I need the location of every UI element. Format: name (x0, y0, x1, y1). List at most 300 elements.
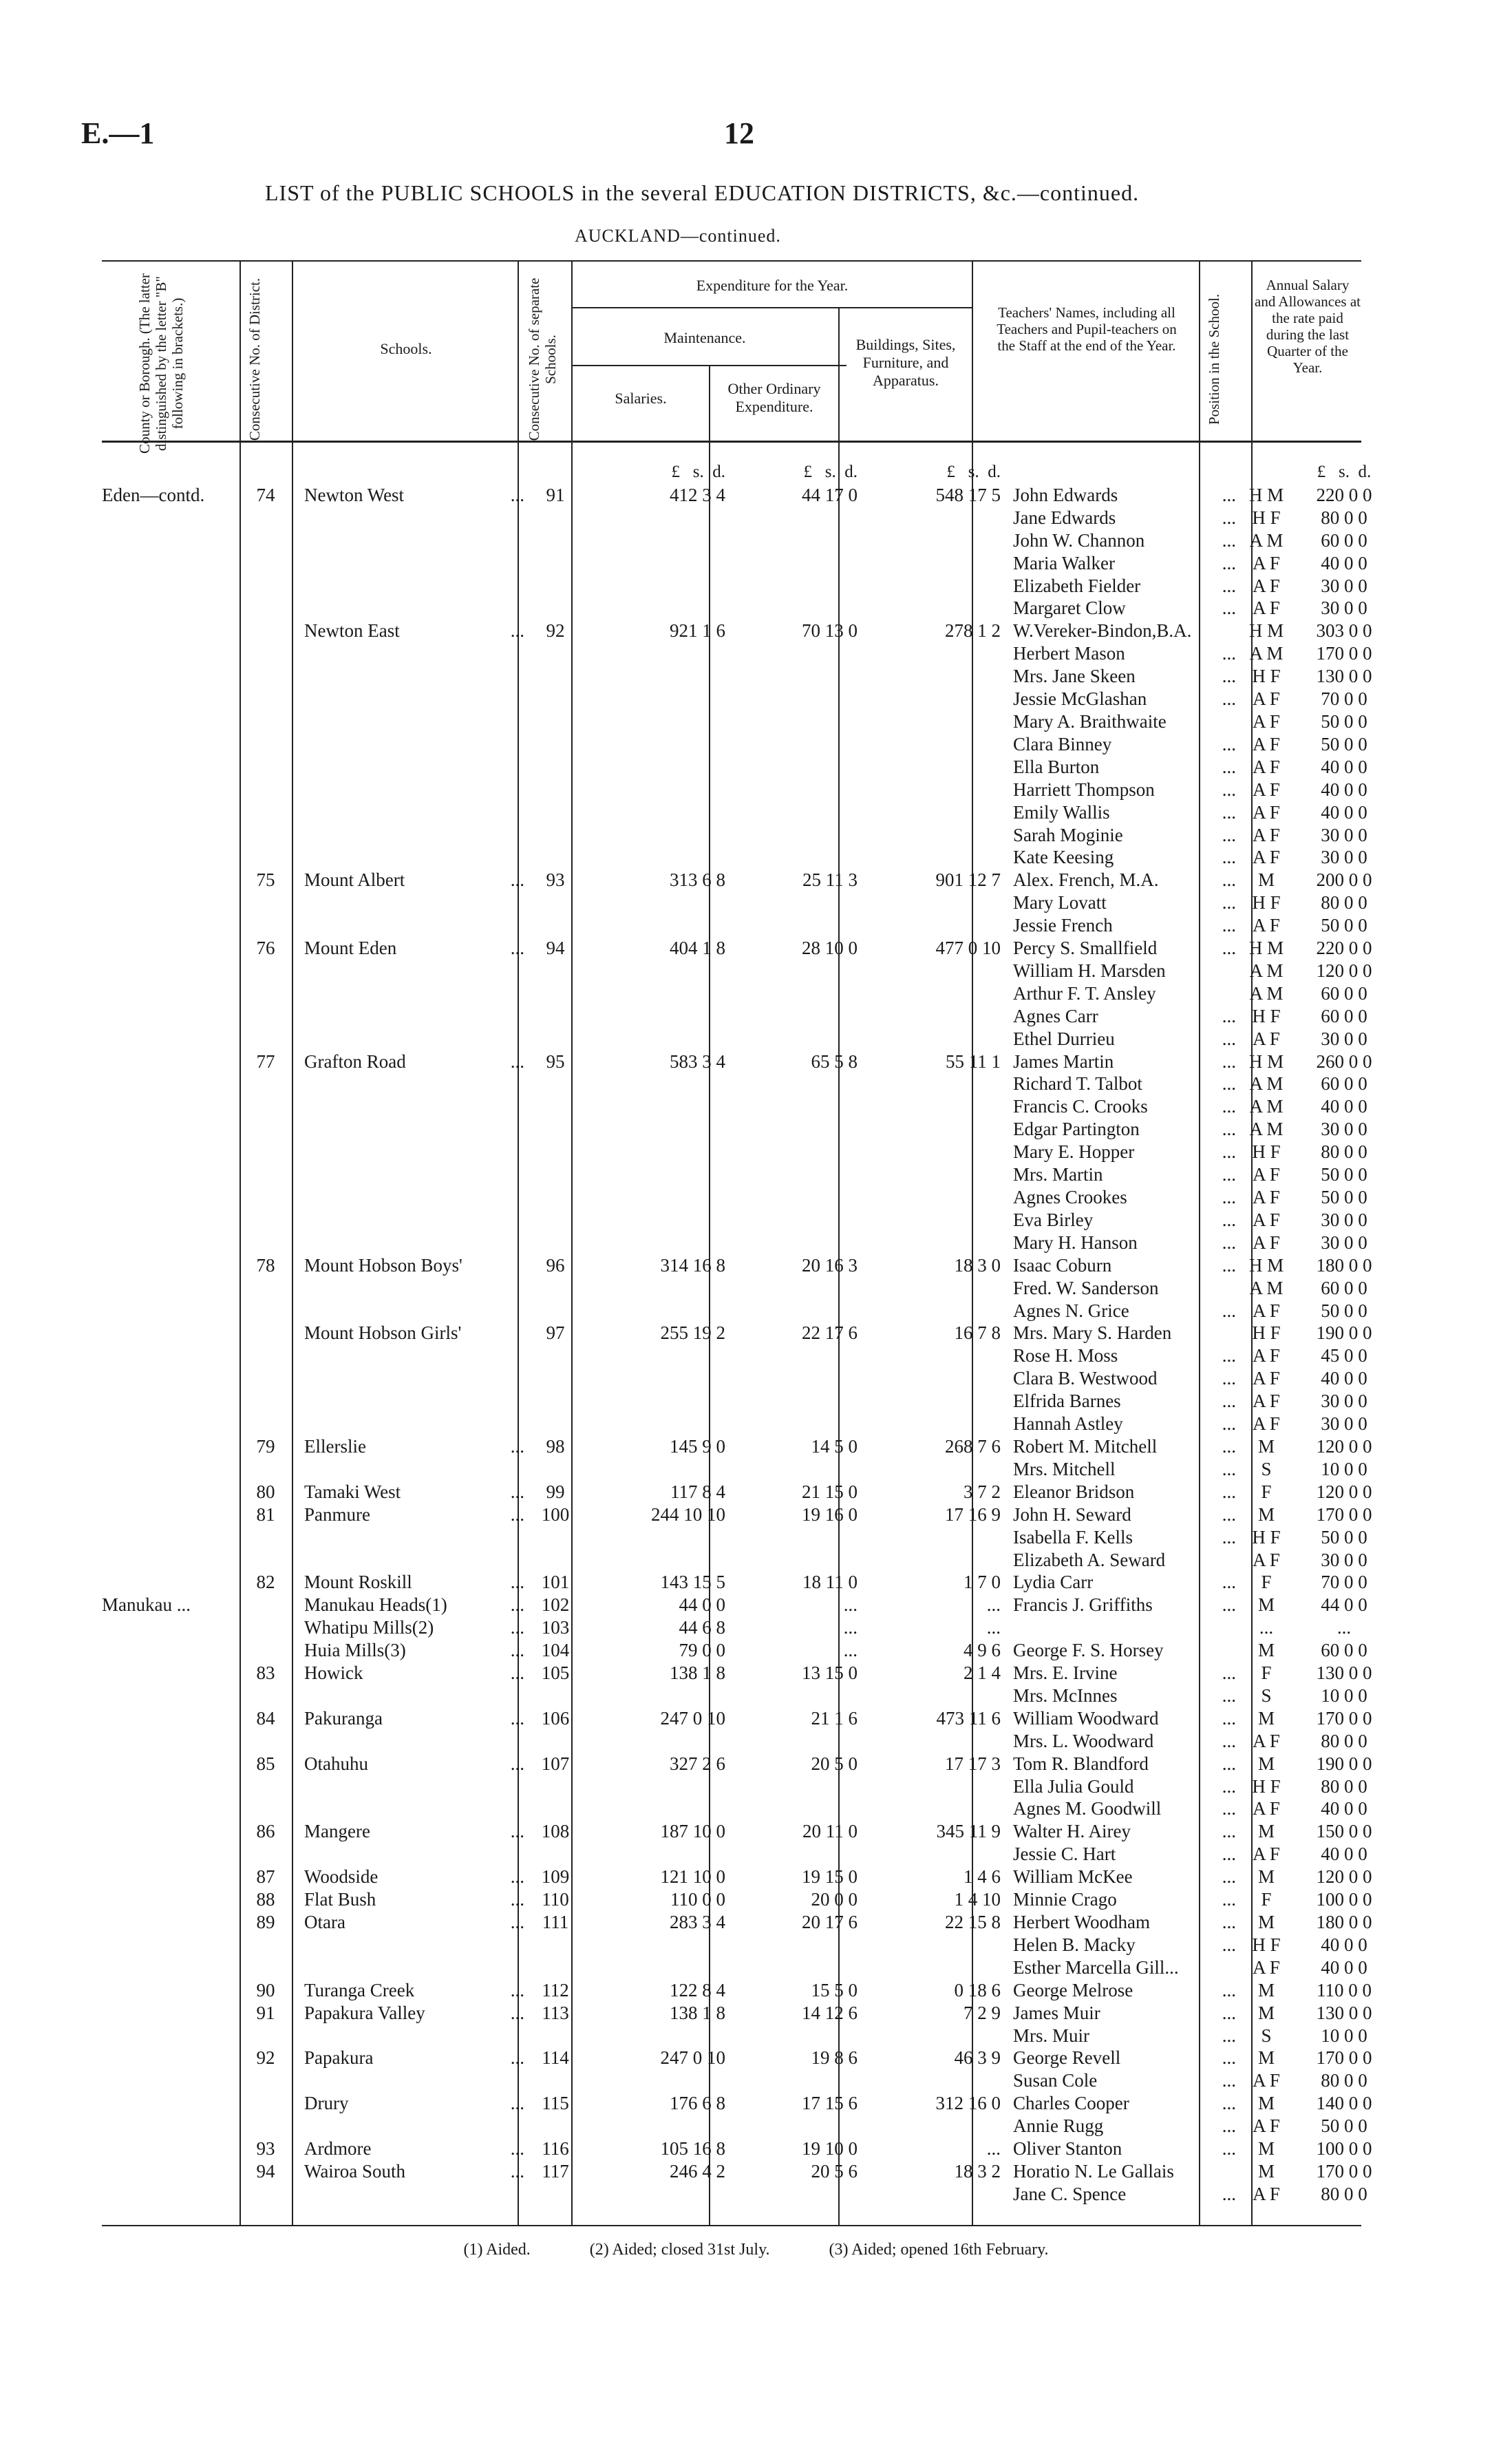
buildings-amount-cell (866, 1209, 1009, 1232)
teacher-position: S (1261, 1458, 1272, 1479)
annual-allowance-cell (1292, 1934, 1396, 1956)
teacher-name-cell (1009, 1979, 1240, 2002)
teacher-position: M (1257, 1821, 1275, 1842)
other-expenditure-amount-cell (734, 507, 866, 529)
teacher-name-cell (1009, 620, 1240, 642)
teacher-position: A M (1249, 1073, 1284, 1095)
buildings-amount-cell (866, 665, 1009, 688)
salaries-amount: 79 0 0 (679, 1640, 725, 1661)
consecutive-number: 113 (542, 2002, 569, 2023)
consecutive-number-cell (531, 2025, 579, 2047)
table-row (102, 756, 1396, 779)
teacher-name: W.Vereker-Bindon,B.A. (1013, 620, 1192, 642)
other-expenditure-amount-cell (734, 1662, 866, 1685)
school-name-cell (292, 1775, 531, 1798)
salaries-amount-cell (579, 1685, 734, 1707)
buildings-amount-cell (866, 982, 1009, 1005)
other-expenditure-amount: 70 13 0 (802, 620, 858, 642)
salaries-amount-cell (579, 1730, 734, 1753)
county-name-cell (102, 1730, 239, 1753)
teacher-position-cell (1240, 1367, 1292, 1390)
teacher-name: George F. S. Horsey (1013, 1640, 1164, 1661)
col-header-salaries: Salaries. (615, 390, 667, 407)
teacher-position: A F (1253, 688, 1280, 710)
teacher-position: A F (1253, 756, 1280, 777)
teacher-position-cell (1240, 642, 1292, 665)
annual-allowance-cell (1292, 1005, 1396, 1028)
salaries-amount-cell (579, 642, 734, 665)
other-expenditure-amount-cell (734, 1186, 866, 1209)
teacher-position: A M (1249, 1277, 1284, 1298)
buildings-amount-cell (866, 891, 1009, 914)
buildings-amount-cell (866, 846, 1009, 869)
table-bottom-rule (102, 2225, 1361, 2226)
buildings-amount-cell (866, 688, 1009, 710)
school-name-cell (292, 1753, 531, 1775)
district-number-cell (239, 1344, 292, 1367)
school-name-cell (292, 1413, 531, 1435)
other-expenditure-amount-cell (734, 801, 866, 824)
annual-allowance: 50 0 0 (1321, 1526, 1367, 1548)
consecutive-number-cell (531, 1367, 579, 1390)
annual-allowance: 40 0 0 (1321, 552, 1367, 573)
teacher-name: Herbert Woodham (1013, 1912, 1151, 1932)
county-name-cell (102, 642, 239, 665)
school-name: Mount Albert (304, 869, 405, 891)
leader-dots: ... (510, 869, 524, 891)
school-name-cell (292, 1095, 531, 1118)
table-row (102, 1163, 1396, 1186)
county-name-cell (102, 1843, 239, 1866)
leader-dots: ... (1222, 1391, 1236, 1412)
teacher-position: H F (1252, 666, 1281, 687)
other-expenditure-amount: 17 15 6 (802, 2093, 858, 2114)
leader-dots: ... (1222, 801, 1236, 823)
other-expenditure-amount-cell (734, 2025, 866, 2047)
teacher-name-cell (1009, 1367, 1240, 1390)
table-row (102, 2069, 1396, 2092)
teacher-name: Percy S. Smallfield (1013, 938, 1158, 959)
consecutive-number: 112 (542, 1979, 569, 2000)
district-number-cell (239, 1866, 292, 1888)
buildings-amount: 46 3 9 (954, 2047, 1001, 2069)
teacher-position: A F (1253, 1730, 1280, 1751)
county-name-cell (102, 529, 239, 552)
teacher-position-cell (1240, 1571, 1292, 1594)
county-name-cell (102, 1413, 239, 1435)
leader-dots: ... (510, 2047, 524, 2069)
other-expenditure-amount-cell (734, 1956, 866, 1979)
annual-allowance: 80 0 0 (1321, 1775, 1367, 1797)
salaries-amount-cell (579, 1209, 734, 1232)
consecutive-number: 114 (542, 2047, 569, 2069)
school-name-cell (292, 1549, 531, 1572)
leader-dots: ... (1222, 1300, 1236, 1321)
consecutive-number-cell (531, 1616, 579, 1639)
school-name-cell (292, 507, 531, 529)
leader-dots: ... (1222, 1073, 1236, 1095)
annual-allowance: 50 0 0 (1321, 915, 1367, 936)
teacher-position: F (1261, 1572, 1272, 1593)
teacher-position-cell (1240, 688, 1292, 710)
leader-dots: ... (1222, 529, 1236, 551)
unit-s: s. (1339, 463, 1350, 481)
other-expenditure-amount-cell (734, 1344, 866, 1367)
other-expenditure-amount-cell (734, 1979, 866, 2002)
table-row (102, 552, 1396, 575)
other-expenditure-amount-cell (734, 1141, 866, 1163)
other-expenditure-amount-cell (734, 552, 866, 575)
teacher-name: Agnes Carr (1013, 1005, 1098, 1026)
teacher-name-cell (1009, 552, 1240, 575)
teacher-name: Helen B. Macky (1013, 1934, 1136, 1955)
buildings-amount-cell (866, 2002, 1009, 2025)
school-name: Ardmore (304, 2138, 372, 2160)
salaries-amount-cell (579, 869, 734, 891)
district-number-cell (239, 1979, 292, 2002)
leader-dots: ... (1222, 1368, 1236, 1389)
other-expenditure-amount-cell (734, 688, 866, 710)
annual-allowance: 50 0 0 (1321, 733, 1367, 754)
school-name-cell (292, 1141, 531, 1163)
annual-allowance: 110 0 0 (1317, 1979, 1372, 2000)
annual-allowance: 50 0 0 (1321, 710, 1367, 732)
consecutive-number-cell (531, 937, 579, 960)
teacher-position-cell (1240, 1662, 1292, 1685)
school-name-cell (292, 552, 531, 575)
table-row (102, 1005, 1396, 1028)
teacher-position-cell (1240, 1141, 1292, 1163)
leader-dots: ... (1222, 2138, 1236, 2160)
district-number-cell (239, 1435, 292, 1458)
buildings-amount-cell (866, 1300, 1009, 1322)
table-row (102, 1050, 1396, 1073)
teacher-position-cell (1240, 552, 1292, 575)
unit-d: d. (712, 463, 725, 481)
buildings-amount-cell (866, 914, 1009, 937)
consecutive-number-cell (531, 484, 579, 507)
district-number-cell (239, 1413, 292, 1435)
salaries-amount-cell (579, 1367, 734, 1390)
school-name-cell (292, 1390, 531, 1413)
annual-allowance: 30 0 0 (1321, 824, 1367, 845)
leader-dots: ... (510, 938, 524, 959)
other-expenditure-amount: 28 10 0 (802, 938, 858, 959)
school-name-cell (292, 710, 531, 733)
unit-pound: £ (671, 463, 681, 481)
school-name-cell (292, 688, 531, 710)
unit-s: s. (968, 463, 979, 481)
county-name-cell (102, 552, 239, 575)
teacher-name: Ella Burton (1013, 756, 1100, 777)
other-expenditure-amount: ... (843, 1617, 858, 1638)
annual-allowance: 50 0 0 (1321, 1187, 1367, 1207)
teacher-position-cell (1240, 756, 1292, 779)
school-name: Drury (304, 2093, 349, 2114)
buildings-amount-cell (866, 937, 1009, 960)
district-number: 90 (256, 1979, 275, 2000)
county-name-cell (102, 1118, 239, 1141)
leader-dots: ... (510, 1866, 524, 1888)
school-name-cell (292, 2069, 531, 2092)
teacher-name-cell (1009, 937, 1240, 960)
other-expenditure-amount: ... (843, 1640, 858, 1661)
county-name-cell (102, 1073, 239, 1095)
annual-allowance-cell (1292, 1344, 1396, 1367)
table-row (102, 642, 1396, 665)
annual-allowance: 45 0 0 (1321, 1345, 1367, 1366)
annual-allowance: 40 0 0 (1321, 779, 1367, 800)
table-row (102, 1753, 1396, 1775)
school-name-cell (292, 801, 531, 824)
document-code: E.—1 (81, 116, 155, 150)
annual-allowance: 190 0 0 (1316, 1753, 1372, 1774)
table-row (102, 620, 1396, 642)
leader-dots: ... (1222, 1685, 1236, 1706)
district-number-cell (239, 960, 292, 982)
consecutive-number-cell (531, 1979, 579, 2002)
salaries-amount-cell (579, 1050, 734, 1073)
other-expenditure-amount-cell (734, 1390, 866, 1413)
other-expenditure-amount-cell (734, 1435, 866, 1458)
school-name-cell (292, 914, 531, 937)
table-row (102, 2047, 1396, 2069)
teacher-name: Elizabeth Fielder (1013, 575, 1141, 596)
teacher-position: A M (1249, 643, 1284, 664)
county-name-cell (102, 575, 239, 598)
other-expenditure-amount-cell (734, 1232, 866, 1254)
annual-allowance-cell (1292, 1843, 1396, 1866)
teacher-name-cell (1009, 982, 1240, 1005)
annual-allowance-cell (1292, 1956, 1396, 1979)
buildings-amount-cell (866, 1435, 1009, 1458)
annual-allowance-cell (1292, 1797, 1396, 1820)
district-number-cell (239, 869, 292, 891)
leader-dots: ... (510, 1979, 524, 2000)
salaries-amount-cell (579, 1300, 734, 1322)
teacher-name-cell (1009, 1050, 1240, 1073)
table-row (102, 1571, 1396, 1594)
teacher-name: Maria Walker (1013, 552, 1116, 573)
leader-dots: ... (1222, 643, 1236, 664)
district-number-cell (239, 1095, 292, 1118)
teacher-name: Francis C. Crooks (1013, 1096, 1148, 1117)
county-name: Eden—contd. (102, 484, 205, 505)
school-name-cell (292, 1979, 531, 2002)
consecutive-number-cell (531, 642, 579, 665)
consecutive-number-cell (531, 2092, 579, 2115)
annual-allowance-cell (1292, 1730, 1396, 1753)
teacher-name: Clara Binney (1013, 733, 1112, 754)
teacher-name: Herbert Mason (1013, 643, 1125, 664)
consecutive-number-cell (531, 1934, 579, 1956)
expenditure-rule (571, 307, 972, 308)
teacher-position: A F (1253, 1391, 1280, 1412)
teacher-position-cell (1240, 1639, 1292, 1662)
buildings-amount-cell (866, 1458, 1009, 1481)
table-row (102, 1073, 1396, 1095)
leader-dots: ... (510, 2138, 524, 2160)
other-expenditure-amount: ... (843, 1594, 858, 1616)
other-expenditure-amount-cell (734, 2092, 866, 2115)
other-expenditure-amount-cell (734, 2137, 866, 2160)
other-expenditure-amount-cell (734, 665, 866, 688)
consecutive-number: 103 (541, 1617, 570, 1638)
consecutive-number-cell (531, 1481, 579, 1503)
teacher-position-cell (1240, 982, 1292, 1005)
school-name-cell (292, 2115, 531, 2137)
teacher-name-cell (1009, 1209, 1240, 1232)
consecutive-number-cell (531, 2160, 579, 2183)
teacher-position-cell (1240, 1186, 1292, 1209)
other-expenditure-amount-cell (734, 484, 866, 507)
teacher-name-cell (1009, 1911, 1240, 1934)
county-name-cell (102, 1662, 239, 1685)
school-name: Newton West (304, 484, 405, 505)
consecutive-number-cell (531, 688, 579, 710)
teacher-position-cell (1240, 1028, 1292, 1050)
other-expenditure-amount-cell (734, 642, 866, 665)
school-name-cell (292, 891, 531, 914)
consecutive-number-cell (531, 597, 579, 620)
school-name-cell (292, 2160, 531, 2183)
district-number-cell (239, 2183, 292, 2206)
district-number-cell (239, 2047, 292, 2069)
district-number-cell (239, 642, 292, 665)
annual-allowance: 60 0 0 (1321, 1277, 1367, 1298)
teacher-name: Annie Rugg (1013, 2115, 1104, 2137)
school-name-cell (292, 937, 531, 960)
teacher-position: M (1257, 2002, 1275, 2023)
district-number-cell (239, 1639, 292, 1662)
buildings-amount: 22 15 8 (945, 1912, 1001, 1932)
footnote: (2) Aided; closed 31st July. (589, 2241, 770, 2259)
leader-dots: ... (510, 1821, 524, 1842)
consecutive-number-cell (531, 2183, 579, 2206)
consecutive-number: 93 (546, 869, 565, 891)
annual-allowance: 170 0 0 (1316, 2047, 1372, 2069)
district-number: 94 (256, 2160, 275, 2182)
consecutive-number-cell (531, 1050, 579, 1073)
buildings-amount: 18 3 0 (954, 1254, 1001, 1276)
other-expenditure-amount-cell (734, 982, 866, 1005)
district-number-cell (239, 1322, 292, 1344)
leader-dots: ... (1222, 507, 1236, 528)
leader-dots: ... (1222, 1912, 1236, 1932)
leader-dots: ... (1222, 1232, 1236, 1253)
buildings-amount: 1 4 6 (963, 1866, 1001, 1888)
district-number-cell (239, 937, 292, 960)
leader-dots: ... (1222, 2002, 1236, 2023)
school-name-cell (292, 1344, 531, 1367)
teacher-name: Mary Lovatt (1013, 892, 1107, 914)
district-number-cell (239, 1458, 292, 1481)
teacher-name-cell (1009, 1073, 1240, 1095)
annual-allowance-cell (1292, 1526, 1396, 1549)
other-expenditure-amount-cell (734, 824, 866, 847)
other-expenditure-amount: 14 5 0 (811, 1435, 858, 1457)
leader-dots: ... (1222, 598, 1236, 619)
page-subtitle: AUCKLAND—continued. (575, 226, 781, 246)
annual-allowance: 70 0 0 (1321, 688, 1367, 710)
other-expenditure-amount-cell (734, 710, 866, 733)
annual-allowance: 130 0 0 (1316, 1662, 1372, 1684)
buildings-amount-cell (866, 1163, 1009, 1186)
school-name-cell (292, 733, 531, 756)
teacher-position-cell (1240, 801, 1292, 824)
buildings-amount-cell (866, 1685, 1009, 1707)
other-expenditure-amount-cell (734, 620, 866, 642)
buildings-amount-cell (866, 1911, 1009, 1934)
buildings-amount-cell (866, 2137, 1009, 2160)
leader-dots: ... (1222, 1730, 1236, 1751)
other-expenditure-amount-cell (734, 1481, 866, 1503)
teacher-position-cell (1240, 1866, 1292, 1888)
district-number-cell (239, 1820, 292, 1843)
consecutive-number-cell (531, 891, 579, 914)
county-name-cell (102, 2183, 239, 2206)
annual-allowance-cell (1292, 1616, 1396, 1639)
leader-dots: ... (1222, 1775, 1236, 1797)
teacher-position: A F (1253, 710, 1280, 732)
leader-dots: ... (1222, 1934, 1236, 1955)
teacher-position-cell (1240, 1979, 1292, 2002)
table-row (102, 1322, 1396, 1344)
teacher-name: Jessie C. Hart (1013, 1844, 1116, 1865)
teacher-name-cell (1009, 688, 1240, 710)
other-expenditure-amount: 20 0 0 (811, 1889, 858, 1910)
annual-allowance-cell (1292, 2183, 1396, 2206)
teacher-name-cell (1009, 1571, 1240, 1594)
school-name-cell (292, 597, 531, 620)
annual-allowance: 60 0 0 (1321, 1005, 1367, 1026)
buildings-amount-cell (866, 2160, 1009, 2183)
salaries-amount-cell (579, 1820, 734, 1843)
school-name-cell (292, 1934, 531, 1956)
annual-allowance: 220 0 0 (1316, 484, 1372, 505)
teacher-position: ... (1259, 1617, 1274, 1638)
col-header-maintenance: Maintenance. (663, 329, 746, 346)
schools-table-body (102, 461, 1396, 2206)
teacher-position: A F (1253, 598, 1280, 619)
annual-allowance-cell (1292, 2025, 1396, 2047)
district-number-cell (239, 1685, 292, 1707)
leader-dots: ... (510, 1662, 524, 1684)
annual-allowance: ... (1337, 1617, 1352, 1638)
salaries-amount: 404 1 8 (670, 938, 725, 959)
district-number-cell (239, 1050, 292, 1073)
salaries-amount-cell (579, 1911, 734, 1934)
leader-dots: ... (1222, 1572, 1236, 1593)
teacher-name: Oliver Stanton (1013, 2138, 1122, 2160)
annual-allowance: 80 0 0 (1321, 1141, 1367, 1163)
leader-dots: ... (1222, 1753, 1236, 1774)
annual-allowance: 170 0 0 (1316, 1503, 1372, 1525)
other-expenditure-amount-cell (734, 1163, 866, 1186)
teacher-name-cell (1009, 597, 1240, 620)
other-expenditure-amount-cell (734, 1073, 866, 1095)
teacher-position: A M (1249, 960, 1284, 981)
annual-allowance-cell (1292, 869, 1396, 891)
teacher-position: A F (1253, 733, 1280, 754)
school-name-cell (292, 1594, 531, 1616)
col-header-position: Position in the School. (1206, 293, 1222, 425)
teacher-name-cell (1009, 1685, 1240, 1707)
table-row (102, 2183, 1396, 2206)
teacher-position: H F (1252, 1775, 1281, 1797)
consecutive-number-cell (531, 1141, 579, 1163)
col-header-district-no: Consecutive No. of District. (246, 277, 263, 441)
